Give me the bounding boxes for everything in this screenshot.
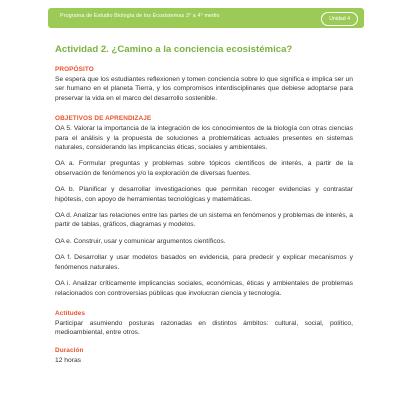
- objective-item: OA b. Planificar y desarrollar investigaciones que permitan recoger evidencias y contrastar hipótesis, con apoyo de herramientas tecnológicas y matemáticas.: [55, 186, 353, 203]
- actitudes-text: Participar asumiendo posturas razonadas en distintos ámbitos: cultural, social, político, medioambiental, entre otros.: [55, 319, 353, 337]
- duracion-heading: Duración: [55, 346, 84, 354]
- document-body: [55, 44, 353, 365]
- objective-item: OA a. Formular preguntas y problemas sobre tópicos científicos de interés, a partir de la observación de fenómenos y/o la exploración de diversas fuentes.: [55, 160, 353, 177]
- activity-title: Actividad 2. ¿Camino a la conciencia ecosistémica?: [55, 44, 293, 55]
- objetivos-heading: OBJETIVOS DE APRENDIZAJE: [55, 115, 152, 123]
- objective-item: OA e. Construir, usar y comunicar argumentos científicos.: [55, 237, 226, 245]
- duracion-text: 12 horas: [55, 356, 82, 364]
- proposito-heading: PROPÓSITO: [55, 66, 94, 73]
- objective-item: OA f. Desarrollar y usar modelos basados en evidencia, para predecir y explicar mecanismos y fenómenos naturales.: [55, 254, 353, 271]
- header-band: [48, 8, 364, 28]
- unit-badge: Unidad 4: [321, 12, 358, 26]
- proposito-text: Se espera que los estudiantes reflexionen y tomen conciencia sobre lo que significa e implica ser un ser humano en el planeta Tierra, y los compromisos interdisciplinares que debiese adoptarse para preservar la vida en el marco del desarrollo sostenible.: [55, 76, 353, 102]
- objective-item: OA 5. Valorar la importancia de la integración de los conocimientos de la biología con otras ciencias para el análisis y la propuesta de soluciones a problemáticas actuales presentes en sistemas naturales, considerando las implicancias éticas, sociales y ambientales.: [55, 125, 353, 152]
- actitudes-heading: Actitudes: [55, 309, 86, 317]
- page-header: [0, 0, 400, 44]
- objective-item: OA d. Analizar las relaciones entre las partes de un sistema en fenómenos y problemas de interés, a partir de tablas, gráficos, diagramas y modelos.: [55, 212, 353, 229]
- program-title: Programa de Estudio Biología de los Ecosistemas 3° a 4° medio: [60, 13, 220, 19]
- objective-item: OA i. Analizar críticamente implicancias sociales, económicas, éticas y ambientales de problemas relacionados con controversias públicas que involucran ciencia y tecnología.: [55, 280, 353, 297]
